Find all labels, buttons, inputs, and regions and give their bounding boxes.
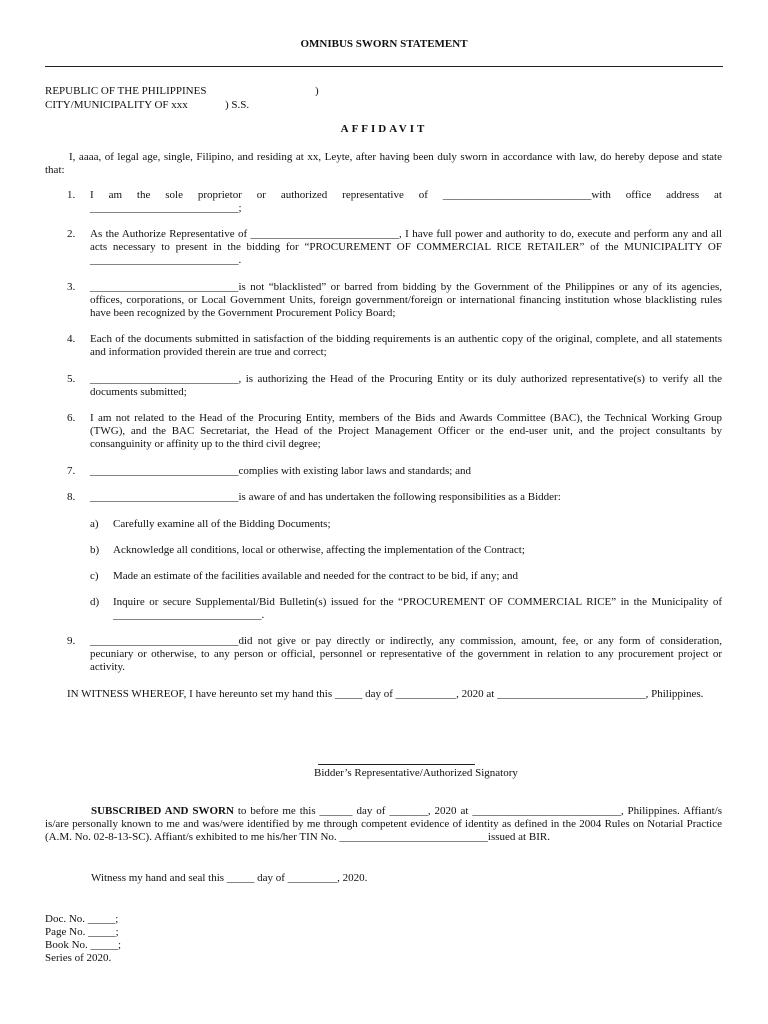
document-title: OMNIBUS SWORN STATEMENT [300,38,468,50]
jurat-lead: SUBSCRIBED AND SWORN [91,805,234,817]
item-number: 5. [67,373,76,385]
item-number: 7. [67,465,76,477]
item-number: 3. [67,281,76,293]
notarial-register [45,913,121,965]
item-number: 4. [67,333,76,345]
sub-item-text: Acknowledge all conditions, local or otherwise, affecting the implementation of the Contract; [113,544,525,556]
item-text: I am the sole proprietor or authorized representative of ___________________________with office address at ___________________________; [90,189,722,214]
item-number: 1. [67,189,76,201]
sub-item-text: Carefully examine all of the Bidding Documents; [113,518,331,530]
sub-item-text: Inquire or secure Supplemental/Bid Bulletin(s) issued for the “PROCUREMENT OF COMMERCIAL RICE” in the Municipality of ___________________________. [113,596,722,621]
page-no: Page No. _____; [45,926,119,938]
signature-line [318,764,475,765]
venue-republic: REPUBLIC OF THE PHILIPPINES [45,85,207,97]
item-text: ___________________________did not give or pay directly or indirectly, any commission, amount, fee, or any form of consideration, pecuniary or otherwise, to any person or official, personnel or representative of the government in relation to any procurement project or activity. [90,635,722,673]
sub-item-text: Made an estimate of the facilities available and needed for the contract to be bid, if any; and [113,570,519,582]
intro-paragraph: I, aaaa, of legal age, single, Filipino, and residing at xx, Leyte, after having been duly sworn in accordance with law, do hereby depose and state that: [45,151,722,176]
item-number: 2. [67,228,76,240]
book-no: Book No. _____; [45,939,122,951]
doc-no: Doc. No. _____; [45,913,119,925]
item-text: ___________________________, is authorizing the Head of the Procuring Entity or its duly authorized representative(s) to verify all the documents submitted; [90,373,722,398]
item-text: ___________________________complies with existing labor laws and standards; and [90,465,471,477]
item-text: I am not related to the Head of the Procuring Entity, members of the Bids and Awards Committee (BAC), the Technical Working Group (TWG), and the BAC Secretariat, the Head of the Project Management Officer or the end-user unit, and the project consultants by consanguinity or affinity up to the third civil degree; [90,412,722,450]
title-divider [45,66,723,67]
series: Series of 2020. [45,952,112,964]
venue-city: CITY/MUNICIPALITY OF xxx [45,99,188,111]
venue-block [45,84,319,112]
venue-ss: ) S.S. [225,99,250,111]
sub-item-letter: c) [90,570,99,582]
jurat-paragraph [45,805,722,844]
item-text: As the Authorize Representative of ___________________________, I have full power and authority to do, execute and perform any and all acts necessary to present in the bidding for “PROCUREMENT OF COMMERCIAL RICE RETAILER” of the MUNICIPALITY OF ___________________________. [90,228,722,266]
witness-seal-line: Witness my hand and seal this _____ day of _________, 2020. [91,872,368,884]
item-number: 9. [67,635,76,647]
item-text: Each of the documents submitted in satisfaction of the bidding requirements is an authentic copy of the original, complete, and all statements and information provided therein are true and correct; [90,333,722,358]
venue-paren: ) [315,85,319,97]
sub-item-letter: b) [90,544,100,556]
sub-item-letter: d) [90,596,100,608]
sub-item-letter: a) [90,518,99,530]
affidavit-heading: AFFIDAVIT [340,123,428,135]
item-number: 8. [67,491,76,503]
item-text: ___________________________is aware of and has undertaken the following responsibilities as a Bidder: [90,491,561,503]
signatory-label: Bidder’s Representative/Authorized Signatory [314,767,518,779]
item-number: 6. [67,412,76,424]
item-text: ___________________________is not “blacklisted” or barred from bidding by the Government of the Philippines or any of its agencies, offices, corporations, or Local Government Units, foreign government/foreign or international financing institution whose blacklisting rules have been recognized by the Government Procurement Policy Board; [90,281,722,319]
jurat-text: to before me this ______ day of _______, 2020 at ___________________________, Philippines. Affiant/s is/are personally known to me and was/were identified by me through competent evidence of identity as defined in the 2004 Rules on Notarial Practice (A.M. No. 02-8-13-SC). Affiant/s exhibited to me his/her TIN No. ___________________________issued at BIR. [45,805,723,843]
witness-paragraph: IN WITNESS WHEREOF, I have hereunto set my hand this _____ day of ___________, 2020 at ___________________________, Philippines. [67,688,704,700]
